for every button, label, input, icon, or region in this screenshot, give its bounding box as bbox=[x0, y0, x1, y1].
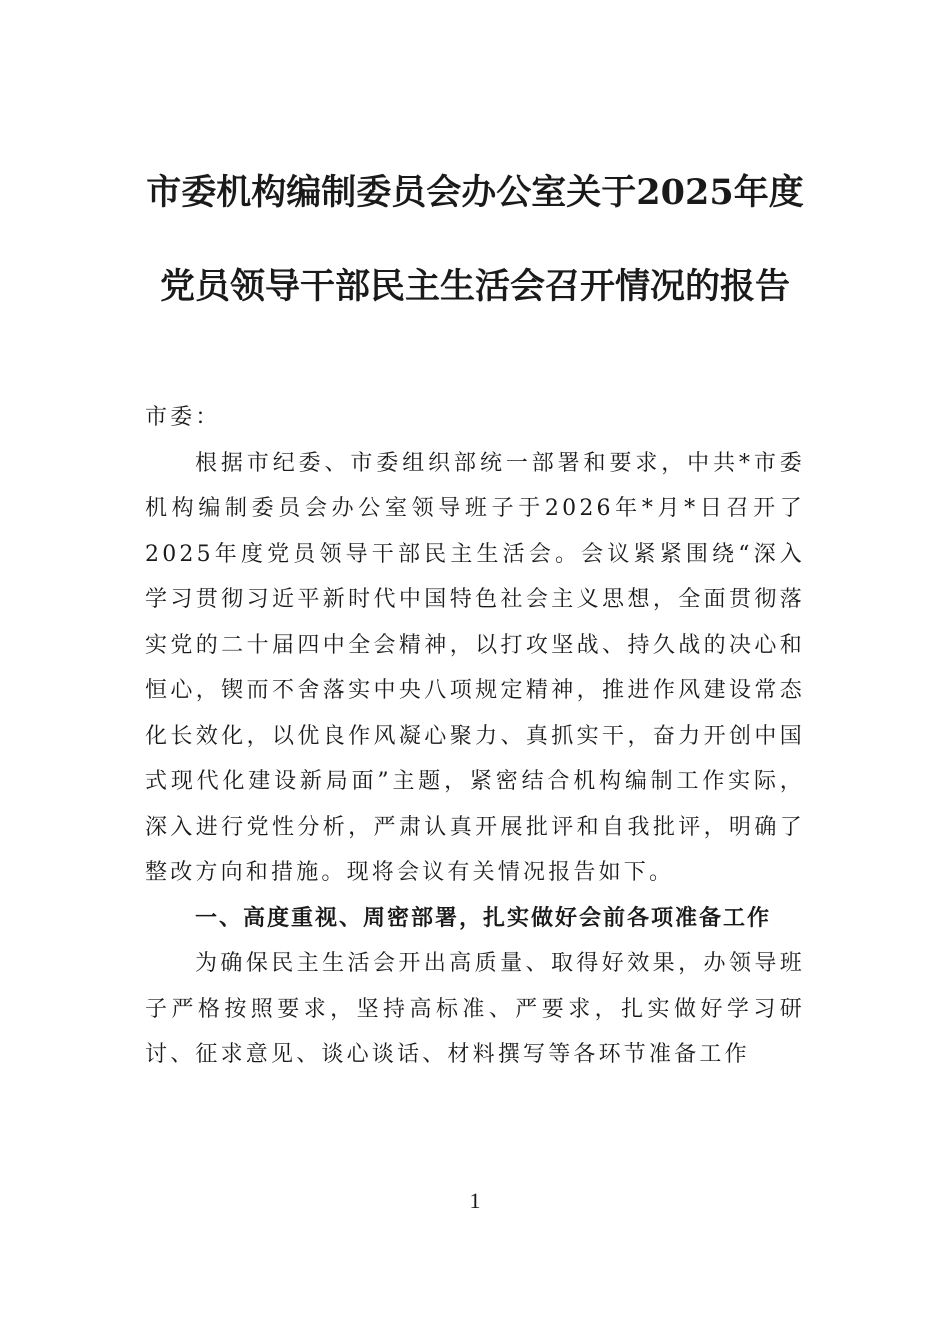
salutation: 市委： bbox=[145, 405, 221, 430]
page-number: 1 bbox=[469, 1188, 481, 1213]
document-title-line-2: 党员领导干部民主生活会召开情况的报告 bbox=[159, 266, 790, 307]
document-body bbox=[145, 395, 805, 1078]
document-title-line-1: 市委机构编制委员会办公室关于2025年度 bbox=[146, 172, 804, 213]
body-paragraph-1: 根据市纪委、市委组织部统一部署和要求，中共*市委机构编制委员会办公室领导班子于2026年*月*日召开了2025年度党员领导干部民主生活会。会议紧紧围绕“深入学习贯彻习近平新时代中国特色社会主义思想，全面贯彻落实党的二十届四中全会精神，以打攻坚战、持久战的决心和恒心，锲而不舍落实中央八项规定精神，推进作风建设常态化长效化，以优良作风凝心聚力、真抓实干，奋力开创中国式现代化建设新局面”主题，紧密结合机构编制工作实际，深入进行党性分析，严肃认真开展批评和自我批评，明确了整改方向和措施。现将会议有关情况报告如下。 bbox=[145, 450, 805, 885]
section-heading-1: 一、高度重视、周密部署，扎实做好会前各项准备工作 bbox=[195, 905, 772, 931]
body-paragraph-2: 为确保民主生活会开出高质量、取得好效果，办领导班子严格按照要求，坚持高标准、严要求，扎实做好学习研讨、征求意见、谈心谈话、材料撰写等各环节准备工作 bbox=[145, 951, 805, 1067]
